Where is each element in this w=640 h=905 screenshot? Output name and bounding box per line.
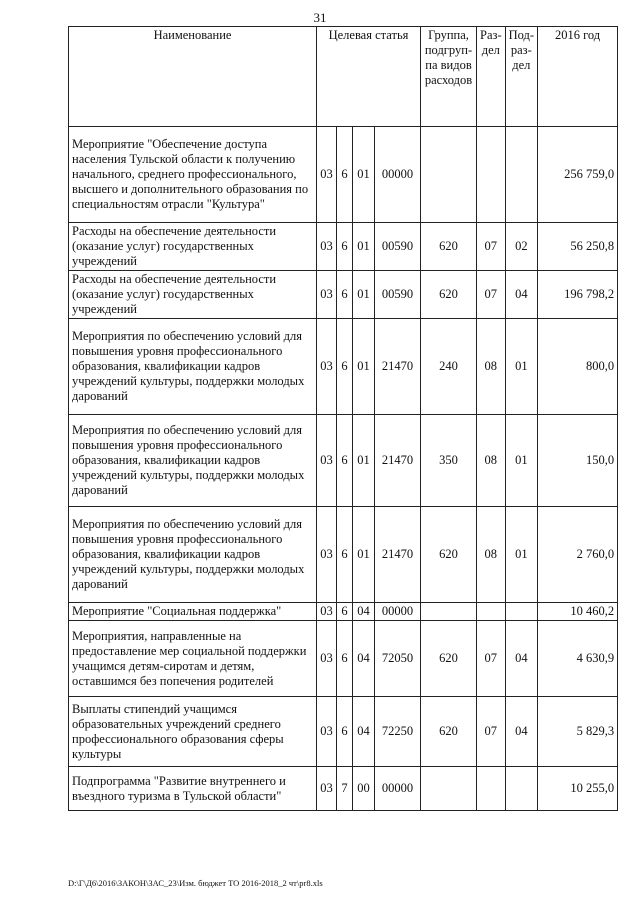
expense-group: 620 xyxy=(421,223,477,271)
header-section: Раз- дел xyxy=(477,27,506,127)
row-name: Мероприятия по обеспечению условий для повышения уровня профессионального образования, квалификации кадров учреждений культуры, поддержки молодых дарований xyxy=(69,415,317,507)
section-code: 07 xyxy=(477,271,506,319)
target-code-event: 01 xyxy=(353,127,375,223)
target-code-subprogram: 6 xyxy=(337,271,353,319)
table-row xyxy=(69,127,618,223)
subsection-code: 01 xyxy=(505,415,537,507)
table-row xyxy=(69,621,618,697)
amount-2016: 2 760,0 xyxy=(538,507,618,603)
header-name: Наименование xyxy=(69,27,317,127)
target-code-event: 01 xyxy=(353,223,375,271)
expense-group: 620 xyxy=(421,621,477,697)
target-code-event: 01 xyxy=(353,415,375,507)
amount-2016: 10 460,2 xyxy=(538,603,618,621)
file-path-footer: D:\Г\Д6\2016\ЗАКОН\ЗАС_23\Изм. бюджет ТО 2016-2018_2 чт\pr8.xls xyxy=(68,878,323,888)
table-row xyxy=(69,415,618,507)
target-code-program: 03 xyxy=(317,127,337,223)
amount-2016: 4 630,9 xyxy=(538,621,618,697)
target-code-direction: 72050 xyxy=(375,621,421,697)
table-row xyxy=(69,507,618,603)
target-code-direction: 72250 xyxy=(375,697,421,767)
subsection-code: 04 xyxy=(505,271,537,319)
amount-2016: 56 250,8 xyxy=(538,223,618,271)
expense-group xyxy=(421,603,477,621)
target-code-event: 01 xyxy=(353,507,375,603)
header-year: 2016 год xyxy=(538,27,618,127)
subsection-code xyxy=(505,767,537,811)
target-code-event: 04 xyxy=(353,621,375,697)
section-code: 08 xyxy=(477,319,506,415)
table-row xyxy=(69,697,618,767)
budget-table xyxy=(68,26,618,811)
row-name: Выплаты стипендий учащимся образовательных учреждений среднего профессионального образования сферы культуры xyxy=(69,697,317,767)
section-code: 08 xyxy=(477,507,506,603)
expense-group: 620 xyxy=(421,697,477,767)
target-code-program: 03 xyxy=(317,319,337,415)
expense-group: 620 xyxy=(421,507,477,603)
section-code xyxy=(477,603,506,621)
row-name: Мероприятие "Обеспечение доступа населения Тульской области к получению начального, среднего профессионального, высшего и дополнительного образования по специальностям отрасли "Культура" xyxy=(69,127,317,223)
target-code-direction: 00000 xyxy=(375,603,421,621)
target-code-subprogram: 6 xyxy=(337,127,353,223)
target-code-subprogram: 6 xyxy=(337,319,353,415)
target-code-subprogram: 6 xyxy=(337,603,353,621)
target-code-event: 04 xyxy=(353,603,375,621)
target-code-subprogram: 6 xyxy=(337,697,353,767)
subsection-code: 04 xyxy=(505,621,537,697)
section-code xyxy=(477,127,506,223)
row-name: Мероприятие "Социальная поддержка" xyxy=(69,603,317,621)
section-code: 07 xyxy=(477,697,506,767)
table-row xyxy=(69,271,618,319)
target-code-subprogram: 6 xyxy=(337,415,353,507)
target-code-subprogram: 7 xyxy=(337,767,353,811)
amount-2016: 256 759,0 xyxy=(538,127,618,223)
target-code-program: 03 xyxy=(317,507,337,603)
target-code-program: 03 xyxy=(317,603,337,621)
target-code-subprogram: 6 xyxy=(337,223,353,271)
amount-2016: 10 255,0 xyxy=(538,767,618,811)
table-header-row xyxy=(69,27,618,127)
expense-group: 240 xyxy=(421,319,477,415)
expense-group xyxy=(421,127,477,223)
page-number: 31 xyxy=(313,10,327,25)
subsection-code: 01 xyxy=(505,319,537,415)
table-row xyxy=(69,223,618,271)
target-code-direction: 21470 xyxy=(375,415,421,507)
target-code-program: 03 xyxy=(317,697,337,767)
amount-2016: 196 798,2 xyxy=(538,271,618,319)
target-code-event: 01 xyxy=(353,319,375,415)
table-row xyxy=(69,603,618,621)
row-name: Расходы на обеспечение деятельности (оказание услуг) государственных учреждений xyxy=(69,271,317,319)
target-code-direction: 21470 xyxy=(375,507,421,603)
target-code-event: 01 xyxy=(353,271,375,319)
target-code-program: 03 xyxy=(317,223,337,271)
subsection-code: 04 xyxy=(505,697,537,767)
target-code-event: 00 xyxy=(353,767,375,811)
subsection-code: 02 xyxy=(505,223,537,271)
amount-2016: 5 829,3 xyxy=(538,697,618,767)
target-code-program: 03 xyxy=(317,767,337,811)
subsection-code xyxy=(505,127,537,223)
header-target-article: Целевая статья xyxy=(317,27,421,127)
section-code: 07 xyxy=(477,223,506,271)
row-name: Расходы на обеспечение деятельности (оказание услуг) государственных учреждений xyxy=(69,223,317,271)
subsection-code xyxy=(505,603,537,621)
table-row xyxy=(69,319,618,415)
target-code-subprogram: 6 xyxy=(337,621,353,697)
target-code-direction: 00000 xyxy=(375,767,421,811)
target-code-direction: 00590 xyxy=(375,223,421,271)
target-code-direction: 00590 xyxy=(375,271,421,319)
subsection-code: 01 xyxy=(505,507,537,603)
target-code-direction: 00000 xyxy=(375,127,421,223)
row-name: Мероприятия по обеспечению условий для повышения уровня профессионального образования, квалификации кадров учреждений культуры, поддержки молодых дарований xyxy=(69,319,317,415)
amount-2016: 150,0 xyxy=(538,415,618,507)
section-code xyxy=(477,767,506,811)
table-row xyxy=(69,767,618,811)
header-subsection: Под- раз- дел xyxy=(505,27,537,127)
target-code-event: 04 xyxy=(353,697,375,767)
expense-group: 350 xyxy=(421,415,477,507)
header-expense-group: Группа, подгруп- па видов расходов xyxy=(421,27,477,127)
section-code: 08 xyxy=(477,415,506,507)
target-code-direction: 21470 xyxy=(375,319,421,415)
row-name: Подпрограмма "Развитие внутреннего и въездного туризма в Тульской области" xyxy=(69,767,317,811)
amount-2016: 800,0 xyxy=(538,319,618,415)
target-code-program: 03 xyxy=(317,415,337,507)
row-name: Мероприятия по обеспечению условий для повышения уровня профессионального образования, квалификации кадров учреждений культуры, поддержки молодых дарований xyxy=(69,507,317,603)
target-code-program: 03 xyxy=(317,621,337,697)
section-code: 07 xyxy=(477,621,506,697)
target-code-subprogram: 6 xyxy=(337,507,353,603)
row-name: Мероприятия, направленные на предоставление мер социальной поддержки учащимся детям-сиротам и детям, оставшимся без попечения родителей xyxy=(69,621,317,697)
expense-group xyxy=(421,767,477,811)
target-code-program: 03 xyxy=(317,271,337,319)
expense-group: 620 xyxy=(421,271,477,319)
